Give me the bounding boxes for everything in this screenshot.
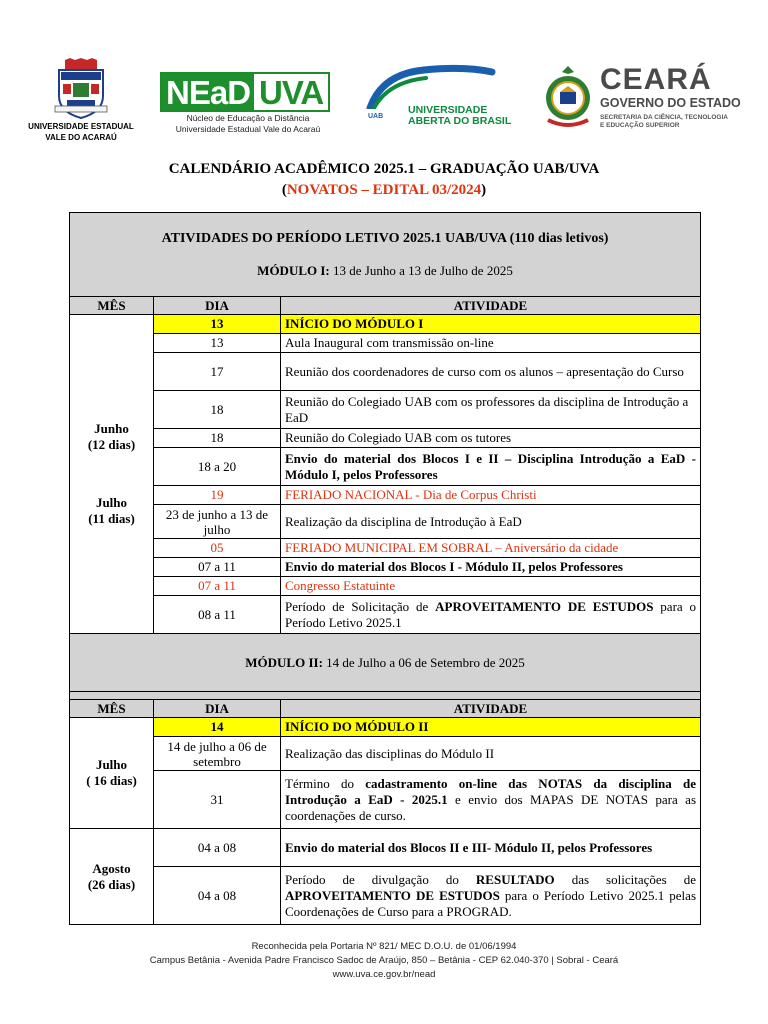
activity-text: para o Período Letivo 2025.1 <box>285 598 697 630</box>
activity-cell <box>281 867 701 925</box>
uva-caption-line-2: VALE DO ACARAÚ <box>45 133 117 142</box>
col-header-day: DIA <box>154 297 281 315</box>
activity-text: Término do <box>285 775 366 791</box>
table-row <box>70 718 701 737</box>
day-cell: 13 <box>154 315 281 334</box>
spacer-row <box>70 692 701 700</box>
activity-cell: Congresso Estatuinte <box>281 577 701 596</box>
uva-crest-icon <box>51 58 111 120</box>
day-cell: 04 a 08 <box>154 867 281 925</box>
ceara-logo <box>542 64 742 134</box>
subtitle-close-paren: ) <box>481 182 487 198</box>
ceara-secretariat-line-2: E EDUCAÇÃO SUPERIOR <box>600 122 680 129</box>
table-row <box>70 596 701 634</box>
nead-subtitle-2: Universidade Estadual Vale do Acaraú <box>175 124 321 134</box>
month-july: Julho <box>95 495 128 510</box>
uab-name-line-2: ABERTA DO BRASIL <box>408 115 512 127</box>
activity-cell: FERIADO NACIONAL - Dia de Corpus Christi <box>281 486 701 505</box>
activity-cell: Reunião do Colegiado UAB com os professores da disciplina de Introdução a EaD <box>281 391 701 429</box>
day-cell: 05 <box>154 539 281 558</box>
table-row <box>70 771 701 829</box>
table-row <box>70 429 701 448</box>
activity-bold-text: cadastramento on-line das NOTAS da disciplina de Introdução a EaD - 2025.1 <box>285 775 697 807</box>
ceara-coat-of-arms-icon <box>542 64 594 132</box>
activity-text: para o Período Letivo 2025.1 pelas Coordenações de Curso para a PROGRAD. <box>285 887 697 919</box>
ceara-government: GOVERNO DO ESTADO <box>600 96 741 110</box>
uab-logo <box>364 64 514 134</box>
activity-text: das solicitações de <box>554 871 697 887</box>
day-cell: 19 <box>154 486 281 505</box>
day-cell: 07 a 11 <box>154 558 281 577</box>
col-header-activity: ATIVIDADE <box>281 297 701 315</box>
col-header-month: MÊS <box>70 297 154 315</box>
activity-text: Período de divulgação do <box>285 871 476 887</box>
ceara-secretariat-line-1: SECRETARIA DA CIÊNCIA, TECNOLOGIA <box>600 114 728 121</box>
nead-wordmark-right: UVA <box>259 74 324 111</box>
day-cell: 14 de julho a 06 de setembro <box>154 737 281 771</box>
day-cell: 14 <box>154 718 281 737</box>
col-header-day: DIA <box>154 700 281 718</box>
module1-label: MÓDULO I: <box>257 262 330 278</box>
activity-cell: Envio do material dos Blocos II e III- Módulo II, pelos Professores <box>281 829 701 867</box>
day-cell: 18 <box>154 429 281 448</box>
footer-website-link[interactable]: www.uva.ce.gov.br/nead <box>332 969 436 980</box>
table-row <box>70 558 701 577</box>
document-subtitle <box>0 182 768 199</box>
table-row <box>70 334 701 353</box>
column-header-row-2 <box>70 700 701 718</box>
activity-cell: INÍCIO DO MÓDULO II <box>281 718 701 737</box>
nead-wordmark-left: NEaD <box>162 74 254 110</box>
table-row <box>70 315 701 334</box>
month-july-days: ( 16 dias) <box>86 773 137 788</box>
activity-cell <box>281 596 701 634</box>
activity-text: Período de Solicitação de <box>285 598 436 614</box>
activity-text: e envio dos MAPAS DE NOTAS para as coordenações de curso. <box>285 791 697 823</box>
activity-bold-text: APROVEITAMENTO DE ESTUDOS <box>435 598 654 614</box>
uab-name-line-1: UNIVERSIDADE <box>408 104 488 116</box>
month-july-days: (11 dias) <box>88 511 135 526</box>
academic-calendar-table <box>69 212 701 925</box>
day-cell: 18 <box>154 391 281 429</box>
col-header-month: MÊS <box>70 700 154 718</box>
uab-swoosh-icon <box>364 64 514 109</box>
ceara-name: CEARÁ <box>600 63 712 96</box>
day-cell: 17 <box>154 353 281 391</box>
activity-cell: INÍCIO DO MÓDULO I <box>281 315 701 334</box>
table-row <box>70 737 701 771</box>
table-row <box>70 448 701 486</box>
day-cell: 13 <box>154 334 281 353</box>
uva-logo <box>28 58 134 142</box>
month-august: Agosto <box>92 860 131 876</box>
footer-recognition: Reconhecida pela Portaria Nº 821/ MEC D.O.U. de 01/06/1994 <box>251 941 517 952</box>
period-title: ATIVIDADES DO PERÍODO LETIVO 2025.1 UAB/UVA (110 dias letivos) <box>161 230 609 246</box>
activity-bold-text: RESULTADO <box>475 871 555 887</box>
activity-cell: FERIADO MUNICIPAL EM SOBRAL – Aniversário da cidade <box>281 539 701 558</box>
table-row <box>70 867 701 925</box>
uab-name <box>408 105 511 127</box>
subtitle-novatos: NOVATOS – EDITAL 03/2024 <box>286 182 482 198</box>
module2-month-july-cell <box>70 718 154 829</box>
document-title: CALENDÁRIO ACADÊMICO 2025.1 – GRADUAÇÃO UAB/UVA <box>168 161 600 177</box>
subtitle-open-paren: ( <box>281 182 287 198</box>
day-cell: 18 a 20 <box>154 448 281 486</box>
day-cell: 23 de junho a 13 de julho <box>154 505 281 539</box>
activity-cell: Reunião dos coordenadores de curso com os alunos – apresentação do Curso <box>281 353 701 391</box>
activity-cell: Aula Inaugural com transmissão on-line <box>281 334 701 353</box>
activity-cell <box>281 771 701 829</box>
month-august-days: (26 dias) <box>87 876 136 892</box>
month-july: Julho <box>95 757 128 772</box>
module2-banner-row <box>70 634 701 692</box>
period-banner-row <box>70 213 701 297</box>
module1-month-cell <box>70 315 154 634</box>
nead-uva-logo <box>160 72 336 134</box>
day-cell: 07 a 11 <box>154 577 281 596</box>
module2-month-august-cell <box>70 829 154 925</box>
ceara-secretariat <box>600 114 740 130</box>
table-row <box>70 829 701 867</box>
module2-banner <box>70 634 701 692</box>
module1-dates: 13 de Junho a 13 de Julho de 2025 <box>329 262 513 278</box>
page-footer <box>0 940 768 982</box>
month-june: Junho <box>94 421 129 436</box>
activity-cell: Realização das disciplinas do Módulo II <box>281 737 701 771</box>
table-row <box>70 505 701 539</box>
table-row <box>70 353 701 391</box>
module1-dates-line <box>74 263 696 279</box>
uva-caption-line-1: UNIVERSIDADE ESTADUAL <box>28 122 134 131</box>
table-row <box>70 539 701 558</box>
spacer <box>70 692 701 700</box>
footer-address: Campus Betânia - Avenida Padre Francisco Sadoc de Araújo, 850 – Betânia - CEP 62.040-370 | Sobral - Ceará <box>149 955 619 966</box>
day-cell: 08 a 11 <box>154 596 281 634</box>
activity-bold-text: APROVEITAMENTO DE ESTUDOS <box>285 887 500 903</box>
activity-cell: Reunião do Colegiado UAB com os tutores <box>281 429 701 448</box>
month-june-days: (12 dias) <box>87 437 136 452</box>
module2-label: MÓDULO II: <box>245 654 323 670</box>
uab-acronym: UAB <box>368 113 384 120</box>
day-cell: 04 a 08 <box>154 829 281 867</box>
activity-cell: Envio do material dos Blocos I - Módulo II, pelos Professores <box>281 558 701 577</box>
nead-wordmark <box>160 72 330 112</box>
day-cell: 31 <box>154 771 281 829</box>
nead-subtitle-1: Núcleo de Educação a Distância <box>186 113 310 123</box>
header-logos <box>0 0 768 150</box>
activity-cell: Envio do material dos Blocos I e II – Disciplina Introdução a EaD - Módulo I, pelos Professores <box>281 448 701 486</box>
column-header-row-1 <box>70 297 701 315</box>
module2-dates: 14 de Julho a 06 de Setembro de 2025 <box>322 654 525 670</box>
table-row <box>70 577 701 596</box>
table-row <box>70 486 701 505</box>
table-row <box>70 391 701 429</box>
period-banner <box>70 213 701 297</box>
col-header-activity: ATIVIDADE <box>281 700 701 718</box>
activity-cell: Realização da disciplina de Introdução à EaD <box>281 505 701 539</box>
